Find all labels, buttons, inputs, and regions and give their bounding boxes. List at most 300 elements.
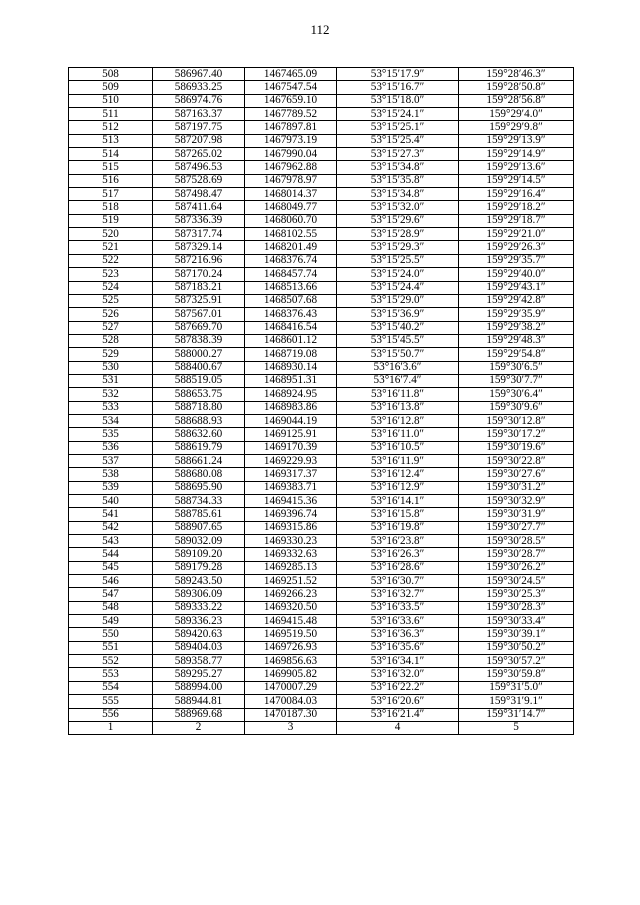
longitude-cell: 159°30′39.1″ (459, 628, 574, 641)
point-number-cell: 511 (69, 108, 153, 121)
point-number-cell: 515 (69, 161, 153, 174)
table-row (69, 388, 574, 401)
y-coordinate-cell: 1469251.52 (245, 575, 337, 588)
y-coordinate-cell: 1469170.39 (245, 441, 337, 454)
y-coordinate-cell: 1469125.91 (245, 428, 337, 441)
latitude-cell: 53°16′26.3″ (337, 548, 459, 561)
y-coordinate-cell: 1468930.14 (245, 361, 337, 374)
x-coordinate-cell: 588907.65 (153, 521, 245, 534)
x-coordinate-cell: 589109.20 (153, 548, 245, 561)
latitude-cell: 53°15′25.1″ (337, 121, 459, 134)
longitude-cell: 159°28′50.8″ (459, 81, 574, 94)
y-coordinate-cell: 1469396.74 (245, 508, 337, 521)
point-number-cell: 531 (69, 374, 153, 387)
longitude-cell: 159°30′50.2″ (459, 641, 574, 654)
y-coordinate-cell: 1468951.31 (245, 374, 337, 387)
x-coordinate-cell: 587838.39 (153, 334, 245, 347)
latitude-cell: 53°15′29.3″ (337, 241, 459, 254)
point-number-cell: 547 (69, 588, 153, 601)
latitude-cell: 53°16′3.6″ (337, 361, 459, 374)
x-coordinate-cell: 588661.24 (153, 454, 245, 467)
point-number-cell: 530 (69, 361, 153, 374)
point-number-cell: 518 (69, 201, 153, 214)
latitude-cell: 53°16′11.0″ (337, 428, 459, 441)
longitude-cell: 159°29′54.8″ (459, 348, 574, 361)
table-row (69, 268, 574, 281)
point-number-cell: 535 (69, 428, 153, 441)
y-coordinate-cell: 1469285.13 (245, 561, 337, 574)
latitude-cell: 53°15′34.8″ (337, 161, 459, 174)
table-row (69, 521, 574, 534)
table-row (69, 161, 574, 174)
table-row (69, 281, 574, 294)
point-number-cell: 536 (69, 441, 153, 454)
x-coordinate-cell: 587163.37 (153, 108, 245, 121)
x-coordinate-cell: 587411.64 (153, 201, 245, 214)
table-row (69, 108, 574, 121)
latitude-cell: 53°16′20.6″ (337, 695, 459, 708)
longitude-cell: 159°29′48.3″ (459, 334, 574, 347)
latitude-cell: 53°15′32.0″ (337, 201, 459, 214)
table-row (69, 148, 574, 161)
longitude-cell: 159°30′9.6″ (459, 401, 574, 414)
y-coordinate-cell: 1470187.30 (245, 708, 337, 721)
x-coordinate-cell: 587329.14 (153, 241, 245, 254)
latitude-cell: 53°16′12.9″ (337, 481, 459, 494)
longitude-cell: 159°29′13.9″ (459, 134, 574, 147)
point-number-cell: 544 (69, 548, 153, 561)
point-number-cell: 527 (69, 321, 153, 334)
column-number-cell: 3 (245, 721, 337, 734)
column-number-cell: 2 (153, 721, 245, 734)
latitude-cell: 53°15′29.6″ (337, 214, 459, 227)
latitude-cell: 53°15′16.7″ (337, 81, 459, 94)
latitude-cell: 53°15′25.4″ (337, 134, 459, 147)
x-coordinate-cell: 589358.77 (153, 655, 245, 668)
y-coordinate-cell: 1469726.93 (245, 641, 337, 654)
table-row (69, 615, 574, 628)
latitude-cell: 53°15′28.9″ (337, 228, 459, 241)
table-row (69, 468, 574, 481)
x-coordinate-cell: 588695.90 (153, 481, 245, 494)
y-coordinate-cell: 1467897.81 (245, 121, 337, 134)
latitude-cell: 53°15′17.9″ (337, 68, 459, 81)
x-coordinate-cell: 588785.61 (153, 508, 245, 521)
x-coordinate-cell: 588653.75 (153, 388, 245, 401)
y-coordinate-cell: 1469330.23 (245, 535, 337, 548)
table-row (69, 294, 574, 307)
x-coordinate-cell: 587325.91 (153, 294, 245, 307)
x-coordinate-cell: 587528.69 (153, 174, 245, 187)
y-coordinate-cell: 1467973.19 (245, 134, 337, 147)
y-coordinate-cell: 1469320.50 (245, 601, 337, 614)
table-row (69, 628, 574, 641)
longitude-cell: 159°29′9.8″ (459, 121, 574, 134)
latitude-cell: 53°16′11.9″ (337, 454, 459, 467)
x-coordinate-cell: 587170.24 (153, 268, 245, 281)
x-coordinate-cell: 589336.23 (153, 615, 245, 628)
point-number-cell: 514 (69, 148, 153, 161)
x-coordinate-cell: 588734.33 (153, 495, 245, 508)
point-number-cell: 529 (69, 348, 153, 361)
point-number-cell: 540 (69, 495, 153, 508)
y-coordinate-cell: 1468513.66 (245, 281, 337, 294)
table-row (69, 441, 574, 454)
latitude-cell: 53°15′24.4″ (337, 281, 459, 294)
longitude-cell: 159°30′17.2″ (459, 428, 574, 441)
longitude-cell: 159°30′27.7″ (459, 521, 574, 534)
longitude-cell: 159°30′59.8″ (459, 668, 574, 681)
latitude-cell: 53°15′50.7″ (337, 348, 459, 361)
latitude-cell: 53°16′32.7″ (337, 588, 459, 601)
table-row (69, 308, 574, 321)
point-number-cell: 528 (69, 334, 153, 347)
latitude-cell: 53°16′32.0″ (337, 668, 459, 681)
point-number-cell: 509 (69, 81, 153, 94)
point-number-cell: 522 (69, 254, 153, 267)
longitude-cell: 159°29′42.8″ (459, 294, 574, 307)
x-coordinate-cell: 587216.96 (153, 254, 245, 267)
latitude-cell: 53°16′14.1″ (337, 495, 459, 508)
latitude-cell: 53°15′34.8″ (337, 188, 459, 201)
y-coordinate-cell: 1467990.04 (245, 148, 337, 161)
point-number-cell: 555 (69, 695, 153, 708)
latitude-cell: 53°16′7.4″ (337, 374, 459, 387)
point-number-cell: 549 (69, 615, 153, 628)
point-number-cell: 541 (69, 508, 153, 521)
longitude-cell: 159°29′14.9″ (459, 148, 574, 161)
table-row (69, 708, 574, 721)
table-row (69, 241, 574, 254)
longitude-cell: 159°30′25.3″ (459, 588, 574, 601)
coordinates-table-body (69, 68, 574, 735)
y-coordinate-cell: 1469856.63 (245, 655, 337, 668)
point-number-cell: 523 (69, 268, 153, 281)
x-coordinate-cell: 588619.79 (153, 441, 245, 454)
table-row (69, 655, 574, 668)
table-row (69, 454, 574, 467)
longitude-cell: 159°29′18.2″ (459, 201, 574, 214)
y-coordinate-cell: 1469317.37 (245, 468, 337, 481)
y-coordinate-cell: 1468376.74 (245, 254, 337, 267)
longitude-cell: 159°30′32.9″ (459, 495, 574, 508)
longitude-cell: 159°29′35.7″ (459, 254, 574, 267)
table-row (69, 361, 574, 374)
x-coordinate-cell: 587265.02 (153, 148, 245, 161)
table-row (69, 201, 574, 214)
coordinates-table (68, 67, 574, 735)
latitude-cell: 53°16′36.3″ (337, 628, 459, 641)
y-coordinate-cell: 1467465.09 (245, 68, 337, 81)
longitude-cell: 159°29′40.0″ (459, 268, 574, 281)
y-coordinate-cell: 1468983.86 (245, 401, 337, 414)
y-coordinate-cell: 1469266.23 (245, 588, 337, 601)
longitude-cell: 159°29′14.5″ (459, 174, 574, 187)
column-number-row (69, 721, 574, 734)
y-coordinate-cell: 1469383.71 (245, 481, 337, 494)
table-row (69, 214, 574, 227)
table-row (69, 575, 574, 588)
longitude-cell: 159°29′18.7″ (459, 214, 574, 227)
latitude-cell: 53°16′15.8″ (337, 508, 459, 521)
y-coordinate-cell: 1468457.74 (245, 268, 337, 281)
point-number-cell: 532 (69, 388, 153, 401)
x-coordinate-cell: 588632.60 (153, 428, 245, 441)
x-coordinate-cell: 589295.27 (153, 668, 245, 681)
point-number-cell: 546 (69, 575, 153, 588)
point-number-cell: 520 (69, 228, 153, 241)
longitude-cell: 159°30′28.7″ (459, 548, 574, 561)
latitude-cell: 53°16′22.2″ (337, 681, 459, 694)
longitude-cell: 159°31′5.0″ (459, 681, 574, 694)
table-row (69, 254, 574, 267)
table-row (69, 321, 574, 334)
x-coordinate-cell: 587197.75 (153, 121, 245, 134)
table-row (69, 601, 574, 614)
x-coordinate-cell: 588718.80 (153, 401, 245, 414)
table-row (69, 94, 574, 107)
y-coordinate-cell: 1469229.93 (245, 454, 337, 467)
point-number-cell: 539 (69, 481, 153, 494)
x-coordinate-cell: 587336.39 (153, 214, 245, 227)
y-coordinate-cell: 1470007.29 (245, 681, 337, 694)
longitude-cell: 159°29′43.1″ (459, 281, 574, 294)
point-number-cell: 526 (69, 308, 153, 321)
longitude-cell: 159°29′16.4″ (459, 188, 574, 201)
latitude-cell: 53°15′25.5″ (337, 254, 459, 267)
table-row (69, 668, 574, 681)
latitude-cell: 53°16′30.7″ (337, 575, 459, 588)
page-number: 112 (310, 22, 330, 37)
table-row (69, 481, 574, 494)
latitude-cell: 53°15′36.9″ (337, 308, 459, 321)
y-coordinate-cell: 1469315.86 (245, 521, 337, 534)
y-coordinate-cell: 1469332.63 (245, 548, 337, 561)
point-number-cell: 556 (69, 708, 153, 721)
latitude-cell: 53°15′35.8″ (337, 174, 459, 187)
latitude-cell: 53°16′35.6″ (337, 641, 459, 654)
x-coordinate-cell: 589404.03 (153, 641, 245, 654)
table-row (69, 641, 574, 654)
latitude-cell: 53°15′24.0″ (337, 268, 459, 281)
x-coordinate-cell: 587183.21 (153, 281, 245, 294)
table-row (69, 121, 574, 134)
longitude-cell: 159°30′31.2″ (459, 481, 574, 494)
longitude-cell: 159°30′22.8″ (459, 454, 574, 467)
longitude-cell: 159°30′19.6″ (459, 441, 574, 454)
y-coordinate-cell: 1468924.95 (245, 388, 337, 401)
latitude-cell: 53°16′34.1″ (337, 655, 459, 668)
table-row (69, 535, 574, 548)
longitude-cell: 159°30′12.8″ (459, 414, 574, 427)
table-row (69, 228, 574, 241)
longitude-cell: 159°29′38.2″ (459, 321, 574, 334)
column-number-cell: 5 (459, 721, 574, 734)
table-row (69, 374, 574, 387)
table-row (69, 695, 574, 708)
y-coordinate-cell: 1468416.54 (245, 321, 337, 334)
point-number-cell: 552 (69, 655, 153, 668)
point-number-cell: 510 (69, 94, 153, 107)
longitude-cell: 159°30′26.2″ (459, 561, 574, 574)
latitude-cell: 53°16′10.5″ (337, 441, 459, 454)
x-coordinate-cell: 588969.68 (153, 708, 245, 721)
y-coordinate-cell: 1468201.49 (245, 241, 337, 254)
latitude-cell: 53°16′11.8″ (337, 388, 459, 401)
point-number-cell: 508 (69, 68, 153, 81)
table-row (69, 681, 574, 694)
x-coordinate-cell: 588680.08 (153, 468, 245, 481)
point-number-cell: 534 (69, 414, 153, 427)
column-number-cell: 4 (337, 721, 459, 734)
y-coordinate-cell: 1468049.77 (245, 201, 337, 214)
y-coordinate-cell: 1468376.43 (245, 308, 337, 321)
point-number-cell: 525 (69, 294, 153, 307)
y-coordinate-cell: 1467547.54 (245, 81, 337, 94)
column-number-cell: 1 (69, 721, 153, 734)
latitude-cell: 53°16′12.8″ (337, 414, 459, 427)
y-coordinate-cell: 1467659.10 (245, 94, 337, 107)
longitude-cell: 159°29′13.6″ (459, 161, 574, 174)
x-coordinate-cell: 586974.76 (153, 94, 245, 107)
point-number-cell: 554 (69, 681, 153, 694)
table-row (69, 428, 574, 441)
point-number-cell: 513 (69, 134, 153, 147)
longitude-cell: 159°30′31.9″ (459, 508, 574, 521)
latitude-cell: 53°16′19.8″ (337, 521, 459, 534)
y-coordinate-cell: 1468060.70 (245, 214, 337, 227)
y-coordinate-cell: 1468719.08 (245, 348, 337, 361)
latitude-cell: 53°16′12.4″ (337, 468, 459, 481)
table-row (69, 188, 574, 201)
x-coordinate-cell: 587496.53 (153, 161, 245, 174)
point-number-cell: 548 (69, 601, 153, 614)
longitude-cell: 159°30′7.7″ (459, 374, 574, 387)
x-coordinate-cell: 586933.25 (153, 81, 245, 94)
longitude-cell: 159°30′28.3″ (459, 601, 574, 614)
table-row (69, 348, 574, 361)
point-number-cell: 550 (69, 628, 153, 641)
latitude-cell: 53°16′23.8″ (337, 535, 459, 548)
x-coordinate-cell: 588944.81 (153, 695, 245, 708)
y-coordinate-cell: 1468601.12 (245, 334, 337, 347)
longitude-cell: 159°30′27.6″ (459, 468, 574, 481)
longitude-cell: 159°31′9.1″ (459, 695, 574, 708)
longitude-cell: 159°29′26.3″ (459, 241, 574, 254)
table-row (69, 334, 574, 347)
x-coordinate-cell: 589306.09 (153, 588, 245, 601)
y-coordinate-cell: 1470084.03 (245, 695, 337, 708)
x-coordinate-cell: 588994.00 (153, 681, 245, 694)
table-row (69, 508, 574, 521)
longitude-cell: 159°30′57.2″ (459, 655, 574, 668)
table-row (69, 414, 574, 427)
longitude-cell: 159°28′56.8″ (459, 94, 574, 107)
x-coordinate-cell: 586967.40 (153, 68, 245, 81)
x-coordinate-cell: 588000.27 (153, 348, 245, 361)
y-coordinate-cell: 1468507.68 (245, 294, 337, 307)
longitude-cell: 159°30′6.4″ (459, 388, 574, 401)
point-number-cell: 516 (69, 174, 153, 187)
latitude-cell: 53°16′33.5″ (337, 601, 459, 614)
longitude-cell: 159°30′24.5″ (459, 575, 574, 588)
longitude-cell: 159°29′21.0″ (459, 228, 574, 241)
x-coordinate-cell: 587669.70 (153, 321, 245, 334)
longitude-cell: 159°30′33.4″ (459, 615, 574, 628)
latitude-cell: 53°16′33.6″ (337, 615, 459, 628)
latitude-cell: 53°16′13.8″ (337, 401, 459, 414)
y-coordinate-cell: 1468014.37 (245, 188, 337, 201)
table-row (69, 68, 574, 81)
y-coordinate-cell: 1467978.97 (245, 174, 337, 187)
point-number-cell: 519 (69, 214, 153, 227)
table-row (69, 401, 574, 414)
latitude-cell: 53°16′21.4″ (337, 708, 459, 721)
point-number-cell: 512 (69, 121, 153, 134)
x-coordinate-cell: 587567.01 (153, 308, 245, 321)
y-coordinate-cell: 1467789.52 (245, 108, 337, 121)
latitude-cell: 53°15′27.3″ (337, 148, 459, 161)
y-coordinate-cell: 1469905.82 (245, 668, 337, 681)
point-number-cell: 553 (69, 668, 153, 681)
longitude-cell: 159°30′6.5″ (459, 361, 574, 374)
x-coordinate-cell: 589032.09 (153, 535, 245, 548)
x-coordinate-cell: 589243.50 (153, 575, 245, 588)
point-number-cell: 537 (69, 454, 153, 467)
x-coordinate-cell: 587317.74 (153, 228, 245, 241)
y-coordinate-cell: 1469519.50 (245, 628, 337, 641)
table-row (69, 548, 574, 561)
table-row (69, 495, 574, 508)
latitude-cell: 53°15′40.2″ (337, 321, 459, 334)
longitude-cell: 159°29′4.0″ (459, 108, 574, 121)
x-coordinate-cell: 587498.47 (153, 188, 245, 201)
point-number-cell: 517 (69, 188, 153, 201)
y-coordinate-cell: 1468102.55 (245, 228, 337, 241)
longitude-cell: 159°31′14.7″ (459, 708, 574, 721)
point-number-cell: 533 (69, 401, 153, 414)
y-coordinate-cell: 1469415.48 (245, 615, 337, 628)
x-coordinate-cell: 589333.22 (153, 601, 245, 614)
longitude-cell: 159°28′46.3″ (459, 68, 574, 81)
x-coordinate-cell: 589420.63 (153, 628, 245, 641)
latitude-cell: 53°15′29.0″ (337, 294, 459, 307)
point-number-cell: 521 (69, 241, 153, 254)
table-row (69, 81, 574, 94)
point-number-cell: 542 (69, 521, 153, 534)
point-number-cell: 551 (69, 641, 153, 654)
table-row (69, 561, 574, 574)
latitude-cell: 53°16′28.6″ (337, 561, 459, 574)
x-coordinate-cell: 588519.05 (153, 374, 245, 387)
y-coordinate-cell: 1469415.36 (245, 495, 337, 508)
point-number-cell: 538 (69, 468, 153, 481)
point-number-cell: 545 (69, 561, 153, 574)
table-row (69, 174, 574, 187)
x-coordinate-cell: 588688.93 (153, 414, 245, 427)
latitude-cell: 53°15′45.5″ (337, 334, 459, 347)
x-coordinate-cell: 589179.28 (153, 561, 245, 574)
x-coordinate-cell: 588400.67 (153, 361, 245, 374)
point-number-cell: 543 (69, 535, 153, 548)
latitude-cell: 53°15′24.1″ (337, 108, 459, 121)
y-coordinate-cell: 1469044.19 (245, 414, 337, 427)
table-row (69, 588, 574, 601)
table-row (69, 134, 574, 147)
point-number-cell: 524 (69, 281, 153, 294)
longitude-cell: 159°29′35.9″ (459, 308, 574, 321)
longitude-cell: 159°30′28.5″ (459, 535, 574, 548)
